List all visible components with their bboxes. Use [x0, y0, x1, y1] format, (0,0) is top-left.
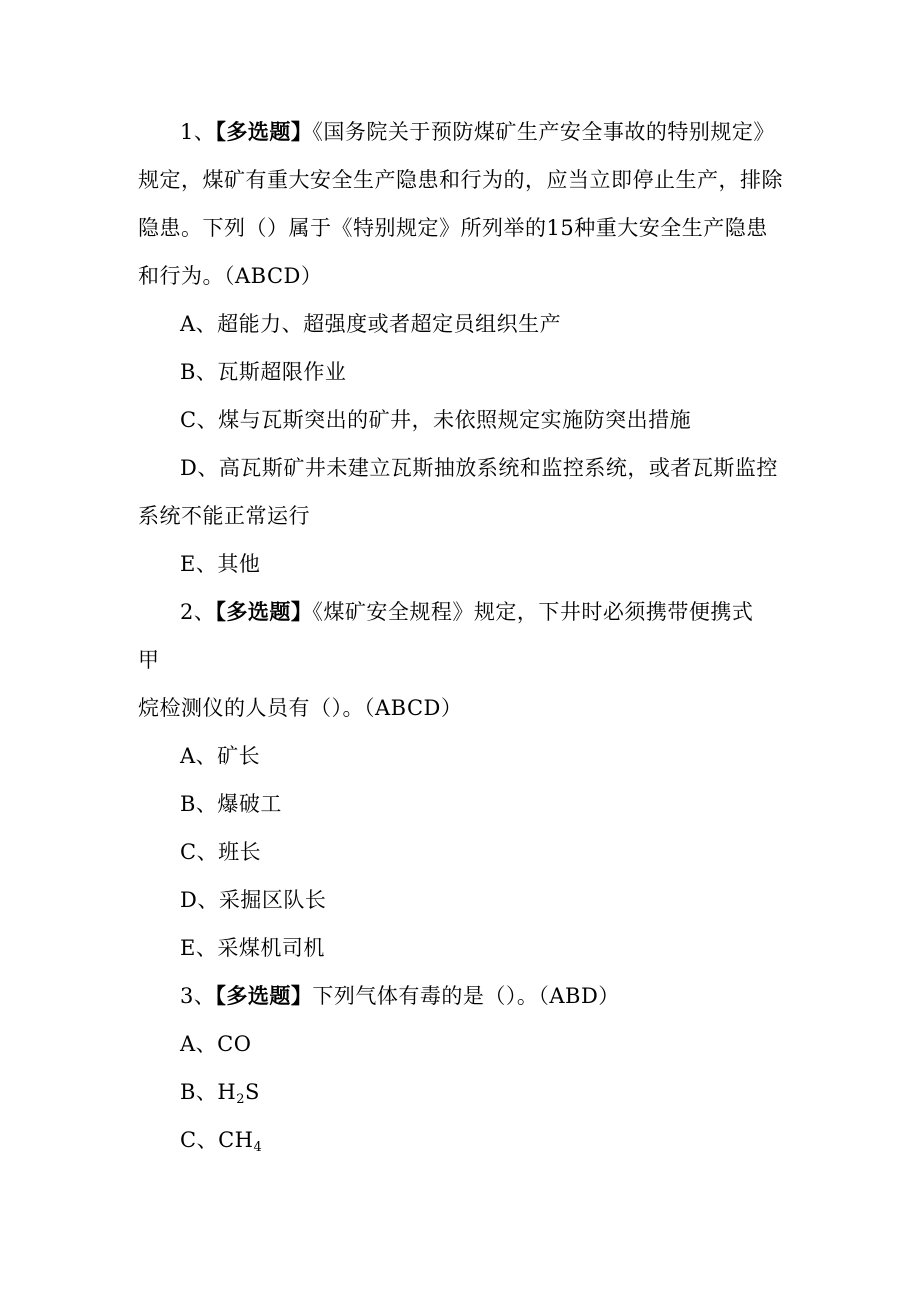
question-3-number: 3、 — [180, 984, 216, 1008]
question-2-option-a: A、矿长 — [180, 744, 261, 768]
question-3-option-b-prefix: B、H — [180, 1080, 237, 1104]
question-1-option-a: A、超能力、超强度或者超定员组织生产 — [180, 312, 562, 336]
question-3-option-b-suffix: S — [245, 1080, 260, 1104]
question-3-option-b-subscript: 2 — [236, 1092, 246, 1107]
question-2-option-c: C、班长 — [180, 840, 262, 864]
question-1-heading — [180, 118, 775, 146]
question-1-option-c: C、煤与瓦斯突出的矿井，未依照规定实施防突出措施 — [180, 408, 692, 432]
question-3-heading — [180, 982, 620, 1010]
question-1-option-b: B、瓦斯超限作业 — [180, 360, 347, 384]
question-1-option-d-continued: 系统不能正常运行 — [138, 504, 310, 528]
question-2-text-line1: 《煤矿安全规程》规定，下井时必须携带便携式 — [312, 600, 754, 624]
question-1-type-tag: 【多选题】 — [215, 119, 313, 144]
question-1-text-line3: 隐患。下列（）属于《特别规定》所列举的15种重大安全生产隐患 — [138, 216, 768, 240]
question-2-option-e: E、采煤机司机 — [180, 936, 325, 960]
question-2-text-line2: 甲 — [138, 648, 160, 672]
question-2-text-line3: 烷检测仪的人员有（）。（ABCD） — [138, 696, 463, 720]
question-1-text-line4: 和行为。（ABCD） — [138, 264, 323, 288]
question-3-option-c-prefix: C、CH — [180, 1128, 254, 1152]
question-1-text-line1: 《国务院关于预防煤矿生产安全事故的特别规定》 — [312, 120, 775, 144]
question-3-text-line1: 下列气体有毒的是（）。（ABD） — [312, 984, 620, 1008]
question-3-option-c — [180, 1126, 262, 1154]
question-3-option-b — [180, 1078, 260, 1106]
question-3-option-a: A、CO — [180, 1032, 252, 1056]
question-1-option-e: E、其他 — [180, 552, 261, 576]
question-2-option-d: D、采掘区队长 — [180, 888, 327, 912]
question-2-heading — [180, 598, 753, 626]
question-2-type-tag: 【多选题】 — [215, 599, 313, 624]
question-2-option-b: B、爆破工 — [180, 792, 282, 816]
question-3-type-tag: 【多选题】 — [215, 983, 313, 1008]
question-1-option-d: D、高瓦斯矿井未建立瓦斯抽放系统和监控系统，或者瓦斯监控 — [180, 456, 778, 480]
question-3-option-c-subscript: 4 — [253, 1140, 263, 1155]
question-2-number: 2、 — [180, 600, 216, 624]
question-1-text-line2: 规定，煤矿有重大安全生产隐患和行为的，应当立即停止生产，排除 — [138, 168, 783, 192]
question-1-number: 1、 — [180, 120, 216, 144]
